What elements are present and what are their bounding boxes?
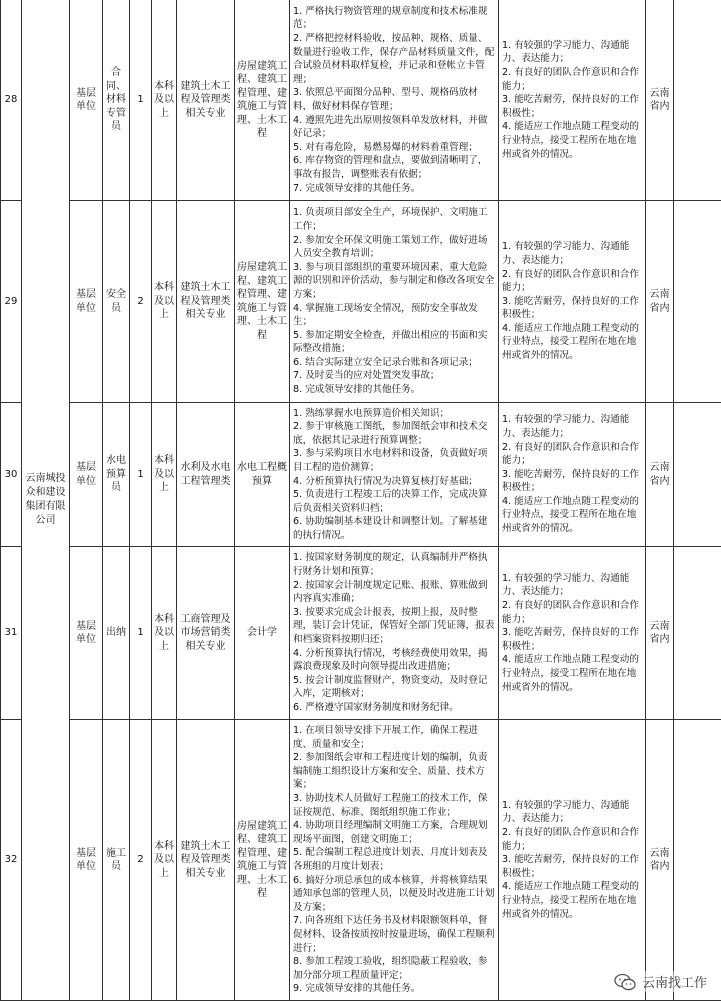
experience-cell: 房屋建筑工程、建筑工程管理、建筑施工与管理、土木工程 [235,720,290,1001]
requirement-item: 2. 有良好的团队合作意识和合作能力； [502,268,642,295]
duty-item: 6. 搞好分项总承包的成本核算，并将核算结果通知承包部的管理人员，以便及时改进施工计划及方案； [293,874,495,915]
position-cell: 出纳 [103,547,130,720]
duty-item: 3. 参与项目部组织的重要环境因素、重大危险源的识别和评价活动，参与制定和修改各项安全方案； [293,261,495,302]
duty-item: 6. 结合实际建立安全记录台账和各项记录； [293,356,495,370]
duties-cell [290,403,499,547]
region-cell: 云南省内 [646,403,674,547]
duty-item: 4. 协助项目经理编制文明施工方案，合理规划现场平面图，创建文明施工； [293,819,495,846]
row-number: 32 [1,720,22,1001]
education-cell: 本科及以上 [152,547,177,720]
company-name: 云南城投众和建设集团有限公司 [22,0,70,1001]
duty-item: 4. 掌握施工现场安全情况，预防安全事故发生； [293,302,495,329]
major-cell: 水利及水电工程管理类 [177,403,235,547]
row-number: 30 [1,403,22,547]
table-row [1,0,721,201]
duty-item: 2. 参加安全环保文明施工策划工作，做好进场人员安全教育培训； [293,234,495,261]
major-cell: 工商管理及市场营销类相关专业 [177,547,235,720]
position-cell: 水电预算员 [103,403,130,547]
region-cell: 云南省内 [646,201,674,403]
duty-item: 8. 参加工程竣工验收，组织隐蔽工程验收，参加分部分项工程质量评定； [293,955,495,982]
count-cell: 2 [130,201,152,403]
position-cell: 安全员 [103,201,130,403]
duty-item: 5. 参加定期安全检查，并做出相应的书面和实际整改措施； [293,329,495,356]
major-cell: 建筑土木工程及管理类相关专业 [177,720,235,1001]
experience-cell: 会计学 [235,547,290,720]
duty-item: 9. 完成领导安排的其他任务。 [293,982,495,996]
duties-cell [290,547,499,720]
requirements-cell [499,0,646,201]
requirement-item: 1. 有较强的学习能力、沟通能力、表达能力； [502,240,642,267]
requirement-item: 1. 有较强的学习能力、沟通能力、表达能力； [502,413,642,440]
requirement-item: 3. 能吃苦耐劳，保持良好的工作积极性； [502,468,642,495]
duty-item: 1. 熟练掌握水电预算造价相关知识； [293,407,495,421]
requirements-cell [499,403,646,547]
duty-item: 3. 参与采购项目水电材料和设备，负责做好项目工程的造价测算； [293,447,495,474]
major-cell: 建筑土木工程及管理类相关专业 [177,0,235,201]
position-cell: 合同、材料专管员 [103,0,130,201]
blank-cell [674,0,721,201]
row-number: 31 [1,547,22,720]
region-cell: 云南省内 [646,720,674,1001]
duty-item: 6. 严格遵守国家财务制度和财务纪律。 [293,701,495,715]
duty-item: 4. 遵照先进先出原则按领料单发放材料，并做好记录； [293,114,495,141]
duty-item: 3. 按要求完成会计报表，按期上报，及时整理，装订会计凭证，保管好全部门凭证簿，报表和档案资料按期归还； [293,606,495,647]
unit-cell: 基层单位 [70,720,103,1001]
experience-cell: 房屋建筑工程、建筑工程管理、建筑施工与管理、土木工程 [235,201,290,403]
duty-item: 5. 负责进行工程竣工后的决算工作，完成决算后负责相关资料归档； [293,488,495,515]
duties-cell [290,720,499,1001]
experience-cell: 房屋建筑工程、建筑工程管理、建筑施工与管理、土木工程 [235,0,290,201]
duty-item: 1. 按国家财务制度的规定，认真编制并严格执行财务计划和预算； [293,551,495,578]
row-number: 29 [1,201,22,403]
row-number: 28 [1,0,22,201]
requirement-item: 3. 能吃苦耐劳，保持良好的工作积极性； [502,853,642,880]
unit-cell: 基层单位 [70,403,103,547]
duties-cell [290,0,499,201]
requirement-item: 3. 能吃苦耐劳，保持良好的工作积极性； [502,93,642,120]
requirement-item: 4. 能适应工作地点随工程变动的行业特点，接受工程所在地在地州或省外的情况。 [502,495,642,536]
duty-item: 6. 库存物资的管理和盘点，要做到清晰明了，事故有报告，调整账表有依据； [293,154,495,181]
unit-cell: 基层单位 [70,0,103,201]
education-cell: 本科及以上 [152,0,177,201]
requirement-item: 3. 能吃苦耐劳，保持良好的工作积极性； [502,626,642,653]
education-cell: 本科及以上 [152,403,177,547]
duty-item: 5. 配合编制工程总进度计划表、月度计划表及各班组的月度计划表； [293,846,495,873]
duty-item: 8. 完成领导安排的其他任务。 [293,383,495,397]
requirement-item: 2. 有良好的团队合作意识和合作能力； [502,66,642,93]
position-cell: 施工员 [103,720,130,1001]
duty-item: 2. 按国家会计制度规定记账、报账、算账做到内容真实准确； [293,579,495,606]
job-table-body [1,0,721,1001]
blank-cell [674,201,721,403]
watermark [610,971,711,992]
table-row [1,720,721,1001]
requirements-cell [499,547,646,720]
watermark-text: 云南找工作 [642,972,707,991]
duty-item: 3. 依照总平面图分品种、型号、规格码放材料，做好材料保存管理； [293,86,495,113]
table-row [1,403,721,547]
count-cell: 1 [130,0,152,201]
duty-item: 1. 严格执行物资管理的规章制度和技术标准规范； [293,5,495,32]
duty-item: 5. 按会计制度监督财产，物资变动，及时登记入库，定期核对； [293,674,495,701]
duty-item: 3. 协助技术人员做好工程施工的技术工作，保证按规范、标准、图纸组织施工作业； [293,792,495,819]
duty-item: 2. 严格把控材料验收，按品种、规格、质量、数量进行验收工作，保存产品材料质量文件，配合试验员材料取样复检，并记录和登帐立卡管理； [293,32,495,86]
requirements-cell [499,201,646,403]
requirement-item: 3. 能吃苦耐劳，保持良好的工作积极性； [502,295,642,322]
duty-item: 4. 分析预算执行情况为决算复核打好基础； [293,475,495,489]
unit-cell: 基层单位 [70,201,103,403]
region-cell: 云南省内 [646,0,674,201]
table-row [1,201,721,403]
requirement-item: 4. 能适应工作地点随工程变动的行业特点，接受工程所在地在地州或省外的情况。 [502,120,642,161]
region-cell: 云南省内 [646,547,674,720]
education-cell: 本科及以上 [152,201,177,403]
duty-item: 1. 负责项目部安全生产，环境保护、文明施工工作； [293,206,495,233]
requirement-item: 4. 能适应工作地点随工程变动的行业特点，接受工程所在地在地州或省外的情况。 [502,653,642,694]
wechat-icon [614,973,636,991]
requirement-item: 2. 有良好的团队合作意识和合作能力； [502,826,642,853]
requirement-item: 2. 有良好的团队合作意识和合作能力； [502,441,642,468]
major-cell: 建筑土木工程及管理类相关专业 [177,201,235,403]
count-cell: 1 [130,547,152,720]
requirement-item: 4. 能适应工作地点随工程变动的行业特点，接受工程所在地在地州或省外的情况。 [502,880,642,921]
blank-cell [674,403,721,547]
count-cell: 1 [130,403,152,547]
count-cell: 2 [130,720,152,1001]
blank-cell [674,720,721,1001]
duty-item: 2. 参于审核施工图纸，参加图纸会审和技术交底，依据其记录进行预算调整； [293,420,495,447]
duty-item: 7. 及时妥当的应对处置突发事故； [293,369,495,383]
requirement-item: 1. 有较强的学习能力、沟通能力、表达能力； [502,799,642,826]
duty-item: 2. 参加图纸会审和工程进度计划的编制，负责编制施工组织设计方案和安全、质量、技术方案； [293,751,495,792]
requirement-item: 1. 有较强的学习能力、沟通能力、表达能力； [502,39,642,66]
requirements-cell [499,720,646,1001]
duty-item: 6. 协助编制基本建设计和调整计划。了解基建的执行情况。 [293,515,495,542]
education-cell: 本科及以上 [152,720,177,1001]
duty-item: 4. 分析预算执行情况，考核经费使用效果，揭露浪费现象及时向领导提出改进措施； [293,647,495,674]
experience-cell: 水电工程概预算 [235,403,290,547]
duties-cell [290,201,499,403]
requirement-item: 4. 能适应工作地点随工程变动的行业特点，接受工程所在地在地州或省外的情况。 [502,322,642,363]
requirement-item: 2. 有良好的团队合作意识和合作能力； [502,599,642,626]
duty-item: 7. 向各班组下达任务书及材料限额领料单，督促材料、设备按质按时按量进场，确保工程顺利进行； [293,914,495,955]
unit-cell: 基层单位 [70,547,103,720]
duty-item: 7. 完成领导安排的其他任务。 [293,182,495,196]
duty-item: 1. 在项目领导安排下开展工作，确保工程进度、质量和安全； [293,724,495,751]
blank-cell [674,547,721,720]
duty-item: 5. 对有毒危险，易燃易爆的材料着重管理； [293,141,495,155]
table-row [1,547,721,720]
requirement-item: 1. 有较强的学习能力、沟通能力、表达能力； [502,572,642,599]
